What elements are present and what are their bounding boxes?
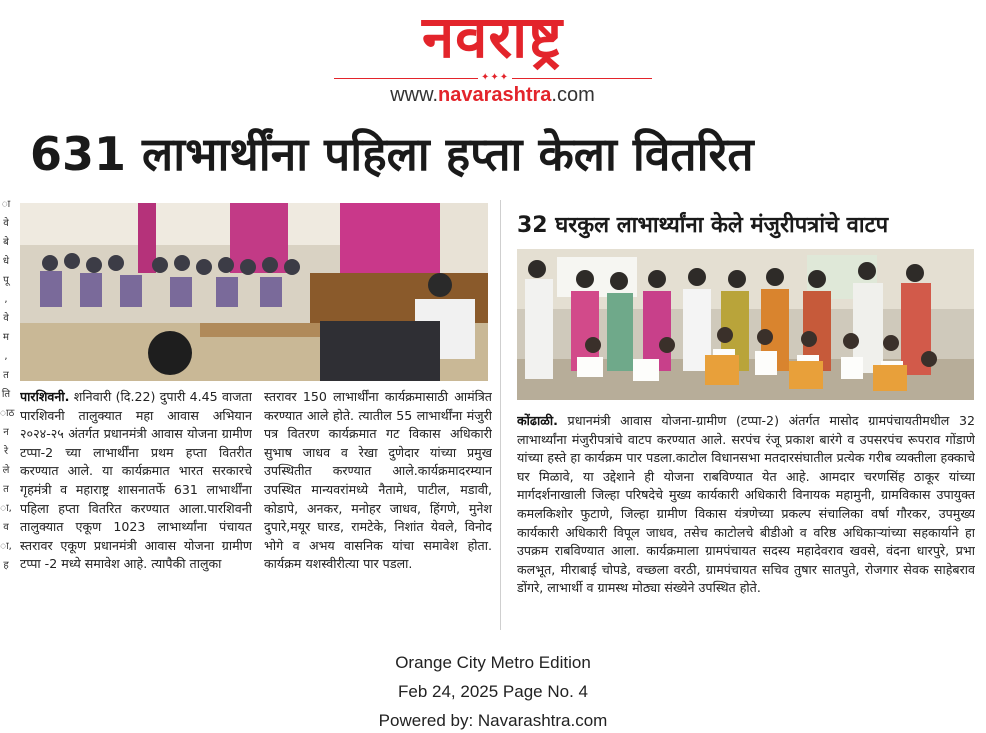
logo-url-brand: navarashtra <box>438 84 552 106</box>
logo-url-prefix: www. <box>390 84 439 106</box>
edge-fragment: त <box>3 370 9 381</box>
edge-fragment: व <box>3 522 9 533</box>
edge-fragment: पू <box>3 275 9 286</box>
edge-fragment: धे <box>2 256 10 267</box>
main-headline: 631 लाभार्थींना पहिला हप्ता केला वितरित <box>30 127 754 181</box>
edge-fragment: ले <box>2 465 10 476</box>
logo-divider <box>334 72 652 83</box>
article-left-body-1: शनिवारी (दि.22) दुपारी 4.45 वाजता पारशिवनी तालुक्यात महा आवास अभियान २०२४-२५ अंतर्गत प्रधानमंत्री आवास योजना ग्रामीण टप्पा-2 च्या लाभार्थींना प्रथम हप्ता वितरीत करण्यात आले. या कार्यक्रमात भारत सरकारचे गृहमंत्री व महाराष्ट्र शासनातर्फे 631 लाभार्थींना पहिला हप्ता वितरित करण्यात आला.पारशिवनी तालुक्यात एकूण 1023 लाभार्थ्यांना पंचायत स्तरावर एकूण प्रधानमंत्री आवास योजना ग्रामीण टप्पा -2 मध्ये समावेश आहे. त्यापैकी तालुका <box>20 389 252 572</box>
logo-ornament: ✦✦✦ <box>478 72 512 83</box>
beneficiaries-group-photo <box>517 249 974 400</box>
article-left-column-2 <box>264 388 492 638</box>
meeting-photo <box>20 203 488 381</box>
footer-date-page: Feb 24, 2025 Page No. 4 <box>398 682 588 701</box>
masthead-logo <box>320 4 665 108</box>
edge-fragment: त <box>3 484 9 495</box>
edge-fragment: ा <box>1 199 11 210</box>
adjacent-column-edge <box>0 195 15 615</box>
edge-fragment: ा, <box>0 541 12 552</box>
edge-fragment: ति <box>1 389 11 400</box>
dateline-kondhali: कोंढाळी. <box>517 413 558 428</box>
article-right-text: प्रधानमंत्री आवास योजना-ग्रामीण (टप्पा-2) अंतर्गत मासोद ग्रामपंचायतीमधील 32 लाभार्थ्यांना मंजुरीपत्रांचे वाटप करण्यात आले. सरपंच रंजू प्रकाश बारंगे व उपसरपंच रूपराव गोंडाणे यांच्या हस्ते हा कार्यक्रम पार पडला.काटोल विधानसभा मतदारसंघातील प्रत्येक गरीब व्यक्तीला हक्काचे घर मिळावे, या उद्देशाने ही योजना राबविण्यात येत आहे. आमदार चरणसिंह ठाकूर यांच्या मार्गदर्शनाखाली जिल्हा परिषदेचे मुख्य कार्यकारी अधिकारी विनायक महामुनी, ग्रामविकास उपायुक्त कमलकिशोर फुटाणे, जिल्हा ग्रामीण विकास यंत्रणेच्या प्रकल्प संचालिका वर्षा गौरकर, उपमुख्य कार्यकारी अधिकारी विपूल जाधव, तसेच काटोलचे बीडीओ व वरिष्ठ अधिकाऱ्यांच्या सहकार्याने हा उपक्रम राबविण्यात आला. कार्यक्रमाला ग्रामपंचायत सदस्य महादेवराव खवसे, वंदना धारपुरे, प्रभा कलभूत, मीराबाई चोपडे, वच्छला वरठी, ग्रामपंचायत सचिव तुषार सातपुते, रोजगार सेवक साहेबराव डोंगरे, लाभार्थी व ग्रामस्थ मोठ्या संख्येने उपस्थित होते. <box>517 413 975 596</box>
edge-fragment: बे <box>3 237 9 248</box>
logo-url <box>320 84 665 107</box>
edge-fragment: ाठ <box>0 408 15 419</box>
dateline-parshivni: पारशिवनी. <box>20 389 70 404</box>
logo-url-suffix: .com <box>551 84 595 106</box>
article-left-body-2: स्तरावर 150 लाभार्थींना कार्यक्रमासाठी आमंत्रित करण्यात आले होते. त्यातील 55 लाभार्थींना मंजुरी पत्र वितरण कार्यक्रमात गट विकास अधिकारी सुभाष जाधव व रेखा दुणेदार यांच्या प्रमुख उपस्थितीत करण्यात आले.कार्यक्रमादरम्यान उपस्थित मान्यवरांमध्ये नैतामे, पाटील, मडावी, कोडापे, अनकर, मनोहर जाधव, हिंगणे, मुनेश दुपारे,मयूर घारड, रामटेके, निशांत येवले, विनोद भोगे व अभय वासनिक यांचा समावेश होता. कार्यक्रम यशस्वीरीत्या पार पडला. <box>264 389 492 572</box>
footer-edition: Orange City Metro Edition <box>395 653 591 672</box>
edge-fragment: म <box>3 332 9 343</box>
edge-fragment: न <box>3 427 9 438</box>
logo-wordmark: नवराष्ट्र <box>421 3 564 71</box>
column-divider <box>500 200 501 630</box>
footer-powered-by[interactable]: Powered by: Navarashtra.com <box>378 711 608 730</box>
article-left-column-1 <box>20 388 252 638</box>
edge-fragment: वे <box>3 313 9 324</box>
edge-fragment: , <box>4 351 8 362</box>
edge-fragment: , <box>4 294 8 305</box>
edge-fragment: ह <box>3 560 9 571</box>
edge-fragment: वे <box>3 218 9 229</box>
article-right-body <box>517 412 975 630</box>
edge-fragment: रे <box>3 446 9 457</box>
edge-fragment: ा, <box>0 503 12 514</box>
secondary-headline: 32 घरकुल लाभार्थ्यांना केले मंजुरीपत्रांचे वाटप <box>517 213 889 238</box>
